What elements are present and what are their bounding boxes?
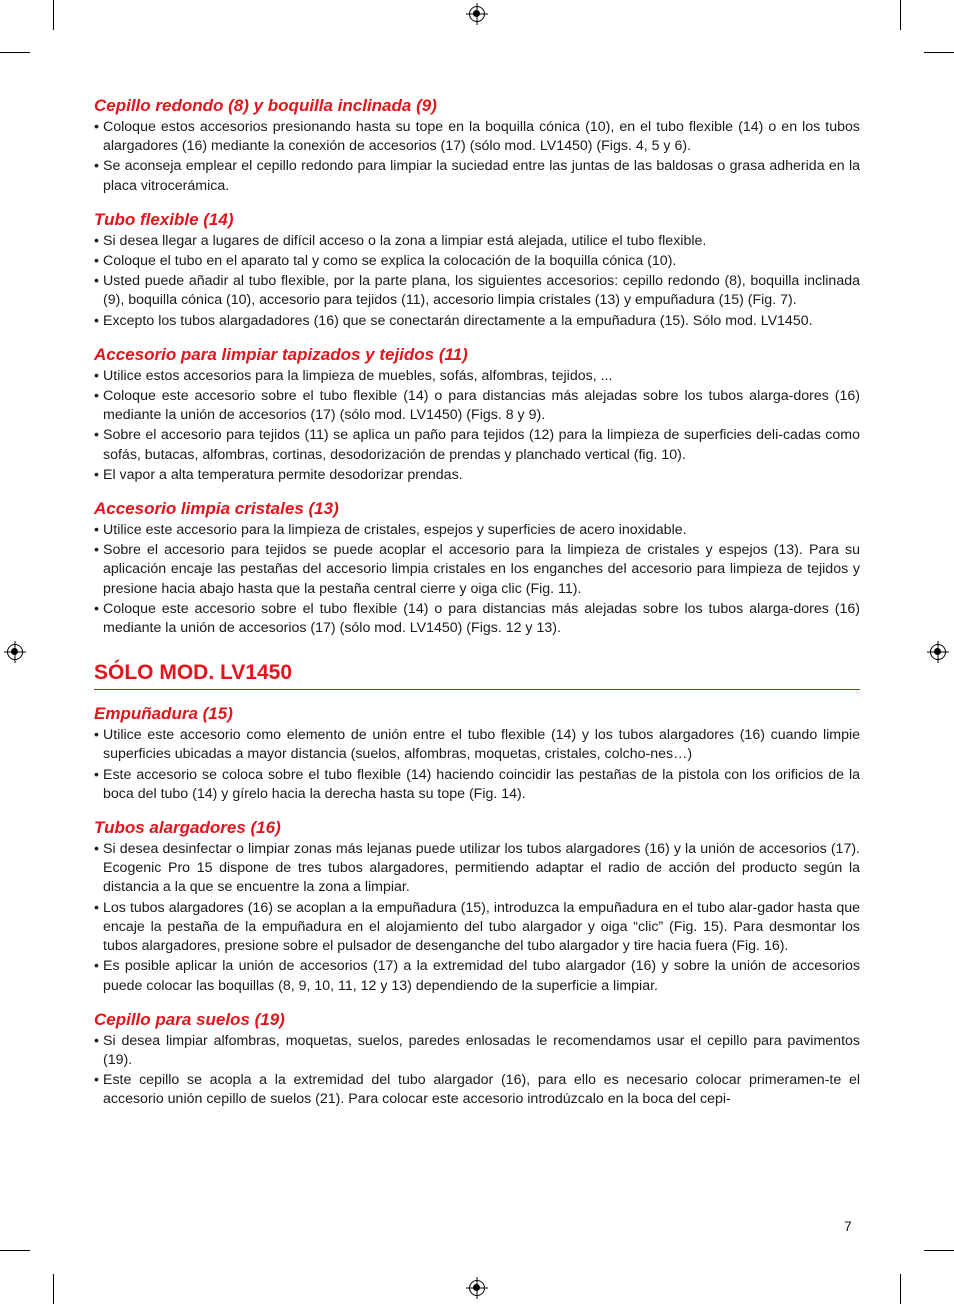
section-heading: Tubos alargadores (16) xyxy=(94,818,281,838)
bullet-item: • Se aconseja emplear el cepillo redondo para limpiar la suciedad entre las juntas de las baldosas o grasa adherida en la placa vitrocerámica. xyxy=(94,157,860,195)
page-number: 7 xyxy=(844,1218,852,1234)
model-section xyxy=(94,660,860,690)
section xyxy=(94,1010,860,1110)
bullet-list xyxy=(94,1032,860,1110)
bullet-item: • Excepto los tubos alargadadores (16) que se conectarán directamente a la empuñadura (15). Sólo mod. LV1450. xyxy=(94,312,860,331)
bullet-list xyxy=(94,840,860,996)
crop-mark xyxy=(924,52,954,53)
bullet-item: • Utilice este accesorio para la limpieza de cristales, espejos y superficies de acero inoxidable. xyxy=(94,521,860,540)
section-heading: Accesorio para limpiar tapizados y tejidos (11) xyxy=(94,344,468,364)
section-heading: Accesorio limpia cristales (13) xyxy=(94,499,339,519)
section xyxy=(94,345,860,485)
bullet-list xyxy=(94,232,860,331)
bullet-item: • Este accesorio se coloca sobre el tubo flexible (14) haciendo coincidir las pestañas de la pistola con los orificios de la boca del tubo (14) y gírelo hacia la derecha hasta su tope (Fig. 14). xyxy=(94,766,860,804)
bullet-list xyxy=(94,367,860,485)
crop-mark xyxy=(53,0,54,30)
crop-mark xyxy=(900,1274,901,1304)
bullet-item: • Si desea llegar a lugares de difícil acceso o la zona a limpiar está alejada, utilice el tubo flexible. xyxy=(94,232,860,251)
registration-mark-icon xyxy=(469,6,485,22)
page-content xyxy=(94,96,860,1124)
sections-part-1 xyxy=(94,96,860,638)
section xyxy=(94,96,860,196)
bullet-item: • El vapor a alta temperatura permite desodorizar prendas. xyxy=(94,466,860,485)
bullet-list xyxy=(94,521,860,638)
section xyxy=(94,210,860,331)
bullet-item: • Utilice estos accesorios para la limpieza de muebles, sofás, alfombras, tejidos, ... xyxy=(94,367,860,386)
crop-mark xyxy=(0,52,30,53)
bullet-item: • Coloque este accesorio sobre el tubo flexible (14) o para distancias más alejadas sobre los tubos alarga-dores (16) mediante la unión de accesorios (17) (sólo mod. LV1450) (Figs. 12 y 13). xyxy=(94,600,860,638)
section xyxy=(94,704,860,804)
bullet-item: • Sobre el accesorio para tejidos (11) se aplica un paño para tejidos (12) para la limpieza de superficies deli-cadas como sofás, butacas, alfombras, cortinas, desodorización de prendas y planchado vertical (fig. 10). xyxy=(94,426,860,464)
registration-mark-icon xyxy=(469,1280,485,1296)
registration-mark-icon xyxy=(930,644,946,660)
registration-mark-icon xyxy=(7,644,23,660)
bullet-item: • Coloque el tubo en el aparato tal y como se explica la colocación de la boquilla cónica (10). xyxy=(94,252,860,271)
section-main-heading: SÓLO MOD. LV1450 xyxy=(94,660,860,690)
bullet-item: • Coloque estos accesorios presionando hasta su tope en la boquilla cónica (10), en el tubo flexible (14) o en los tubos alargadores (16) mediante la conexión de accesorios (17) (sólo mod. LV1450) (Figs. 4, 5 y 6). xyxy=(94,118,860,156)
bullet-list xyxy=(94,118,860,196)
crop-mark xyxy=(0,1250,30,1251)
section xyxy=(94,499,860,638)
bullet-item: • Coloque este accesorio sobre el tubo flexible (14) o para distancias más alejadas sobre los tubos alarga-dores (16) mediante la unión de accesorios (17) (sólo mod. LV1450) (Figs. 8 y 9). xyxy=(94,387,860,425)
section-heading: Tubo flexible (14) xyxy=(94,209,234,229)
bullet-list xyxy=(94,726,860,804)
section-heading: Cepillo para suelos (19) xyxy=(94,1009,285,1029)
crop-mark xyxy=(53,1274,54,1304)
crop-mark xyxy=(900,0,901,30)
crop-mark xyxy=(924,1250,954,1251)
section-heading: Empuñadura (15) xyxy=(94,704,233,724)
bullet-item: • Los tubos alargadores (16) se acoplan a la empuñadura (15), introduzca la empuñadura en el tubo alar-gador hasta que encaje la pestaña de la empuñadura en el alojamiento del tubo alargador y oiga “clic” (Fig. 15). Para desmontar los tubos alargadores, presione sobre el pulsador de desenganche del tubo alargador y tire hacia fuera (Fig. 16). xyxy=(94,899,860,957)
bullet-item: • Es posible aplicar la unión de accesorios (17) a la extremidad del tubo alargador (16) y sobre la unión de accesorios puede colocar las boquillas (8, 9, 10, 11, 12 y 13) dependiendo de la superficie a limpiar. xyxy=(94,957,860,995)
bullet-item: • Este cepillo se acopla a la extremidad del tubo alargador (16), para ello es necesario colocar primeramen-te el accesorio unión cepillo de suelos (21). Para colocar este accesorio introdúzcalo en la boca del cepi- xyxy=(94,1071,860,1109)
section-heading: Cepillo redondo (8) y boquilla inclinada (9) xyxy=(94,96,437,115)
bullet-item: • Sobre el accesorio para tejidos se puede acoplar el accesorio para la limpieza de cristales y espejos (13). Para su aplicación encaje las pestañas del accesorio limpia cristales en los enganches del accesorio para limpieza de tejidos y presione hacia abajo hasta que la pestaña central cierre y oiga clic (Fig. 11). xyxy=(94,541,860,599)
bullet-item: • Si desea desinfectar o limpiar zonas más lejanas puede utilizar los tubos alargadores (16) y la unión de accesorios (17). Ecogenic Pro 15 dispone de tres tubos alargadores, permitiendo adaptar el radio de acción del producto según la distancia a la que se encuentre la zona a limpiar. xyxy=(94,840,860,898)
bullet-item: • Si desea limpiar alfombras, moquetas, suelos, paredes enlosadas le recomendamos usar el cepillo para pavimentos (19). xyxy=(94,1032,860,1070)
sections-part-2 xyxy=(94,704,860,1109)
bullet-item: • Usted puede añadir al tubo flexible, por la parte plana, los siguientes accesorios: cepillo redondo (8), boquilla inclinada (9), boquilla cónica (10), accesorio para tejidos (11), accesorio limpia cristales (13) y empuñadura (15) (Fig. 7). xyxy=(94,272,860,310)
bullet-item: • Utilice este accesorio como elemento de unión entre el tubo flexible (14) y los tubos alargadores (16) cuando limpie superficies ubicadas a mayor distancia (suelos, alfombras, moquetas, cristales, colcho-nes…) xyxy=(94,726,860,764)
section xyxy=(94,818,860,996)
